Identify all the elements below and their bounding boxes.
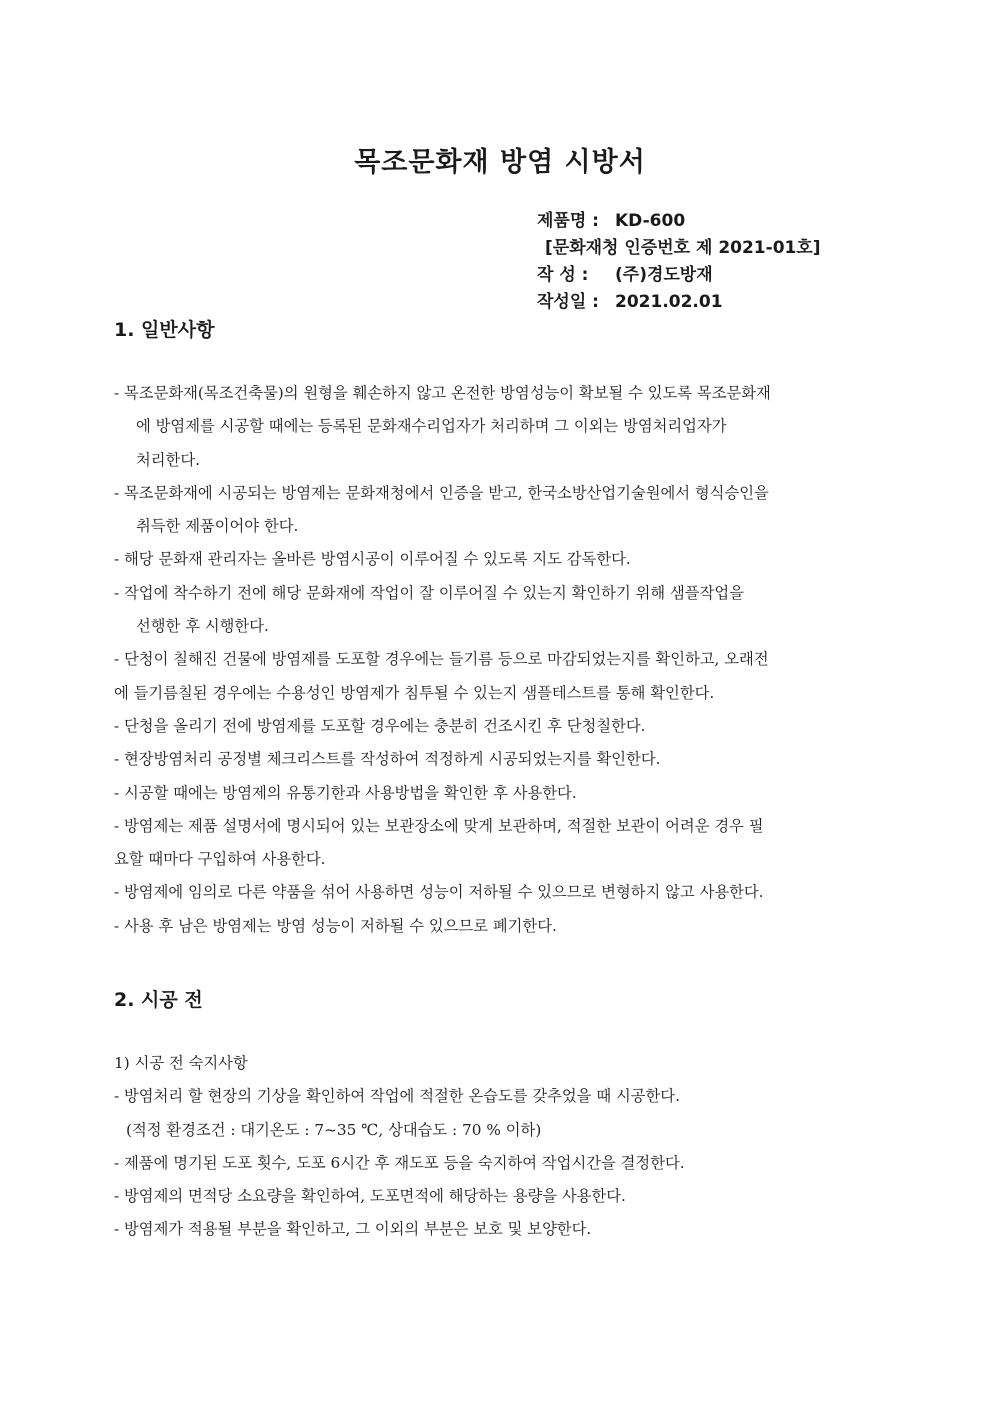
text-line: - 작업에 착수하기 전에 해당 문화재에 작업이 잘 이루어질 수 있는지 확인하기 위해 샘플작업을 [114, 583, 744, 602]
meta-author-row [537, 262, 821, 289]
section-heading-before-construction: 2. 시공 전 [114, 989, 203, 1011]
text-line: - 단청이 칠해진 건물에 방염제를 도포할 경우에는 들기름 등으로 마감되었는지를 확인하고, 오래전 [114, 650, 769, 669]
text-line: - 시공할 때에는 방염제의 유통기한과 사용방법을 확인한 후 사용한다. [114, 783, 577, 802]
text-line: - 목조문화재(목조건축물)의 원형을 훼손하지 않고 온전한 방염성능이 확보될 수 있도록 목조문화재 [114, 384, 771, 402]
text-line: 취득한 제품이어야 한다. [136, 517, 299, 536]
text-line: - 방염처리 할 현장의 기상을 확인하여 작업에 적절한 온습도를 갖추었을 때 시공한다. [114, 1087, 680, 1106]
meta-certification: [문화재청 인증번호 제 2021-01호] [545, 238, 821, 258]
text-line: - 제품에 명기된 도포 횟수, 도포 6시간 후 재도포 등을 숙지하여 작업시간을 결정한다. [114, 1153, 685, 1172]
text-line: 에 들기름칠된 경우에는 수용성인 방염제가 침투될 수 있는지 샘플테스트를 통해 확인한다. [114, 683, 715, 702]
subheading-line: 1) 시공 전 숙지사항 [114, 1054, 248, 1072]
meta-product-row [537, 208, 821, 235]
section-before-construction-body [114, 1047, 854, 1247]
text-line: (적정 환경조건 : 대기온도 : 7~35 ℃, 상대습도 : 70 % 이하) [126, 1120, 542, 1139]
text-line: - 방염제가 적용될 부분을 확인하고, 그 이외의 부분은 보호 및 보양한다. [114, 1220, 592, 1239]
text-line: - 방염제는 제품 설명서에 명시되어 있는 보관장소에 맞게 보관하며, 적절한 보관이 어려운 경우 필 [114, 816, 764, 835]
section-general-body [114, 377, 854, 943]
section-heading-general: 1. 일반사항 [114, 319, 215, 341]
text-line: - 사용 후 남은 방염제는 방염 성능이 저하될 수 있으므로 폐기한다. [114, 916, 557, 935]
meta-date-row [537, 289, 821, 316]
text-line: 요할 때마다 구입하여 사용한다. [114, 850, 326, 869]
meta-author-label: 작 성 : [537, 265, 589, 285]
text-line: - 방염제에 임의로 다른 약품을 섞어 사용하면 성능이 저하될 수 있으므로 변형하지 않고 사용한다. [114, 883, 764, 902]
text-line: - 현장방염처리 공정별 체크리스트를 작성하여 적정하게 시공되었는지를 확인한다. [114, 750, 661, 769]
text-line: 선행한 후 시행한다. [136, 617, 269, 636]
text-line: - 목조문화재에 시공되는 방염제는 문화재청에서 인증을 받고, 한국소방산업기술원에서 형식승인을 [114, 483, 769, 502]
text-line: 에 방염제를 시공할 때에는 등록된 문화재수리업자가 처리하며 그 이외는 방염처리업자가 [136, 417, 727, 436]
meta-product-value: KD-600 [615, 211, 686, 231]
meta-author-value: (주)경도방재 [615, 265, 713, 285]
meta-product-label: 제품명 : [537, 211, 599, 231]
text-line: - 단청을 올리기 전에 방염제를 도포할 경우에는 충분히 건조시킨 후 단청칠한다. [114, 716, 646, 735]
text-line: - 방염제의 면적당 소요량을 확인하여, 도포면적에 해당하는 용량을 사용한다. [114, 1187, 626, 1206]
text-line: - 해당 문화재 관리자는 올바른 방염시공이 이루어질 수 있도록 지도 감독한다. [114, 550, 631, 569]
document-title: 목조문화재 방염 시방서 [354, 147, 646, 178]
text-line: 처리한다. [136, 450, 200, 469]
document-meta [537, 208, 821, 316]
meta-date-value: 2021.02.01 [615, 292, 723, 312]
meta-date-label: 작성일 : [537, 292, 599, 312]
